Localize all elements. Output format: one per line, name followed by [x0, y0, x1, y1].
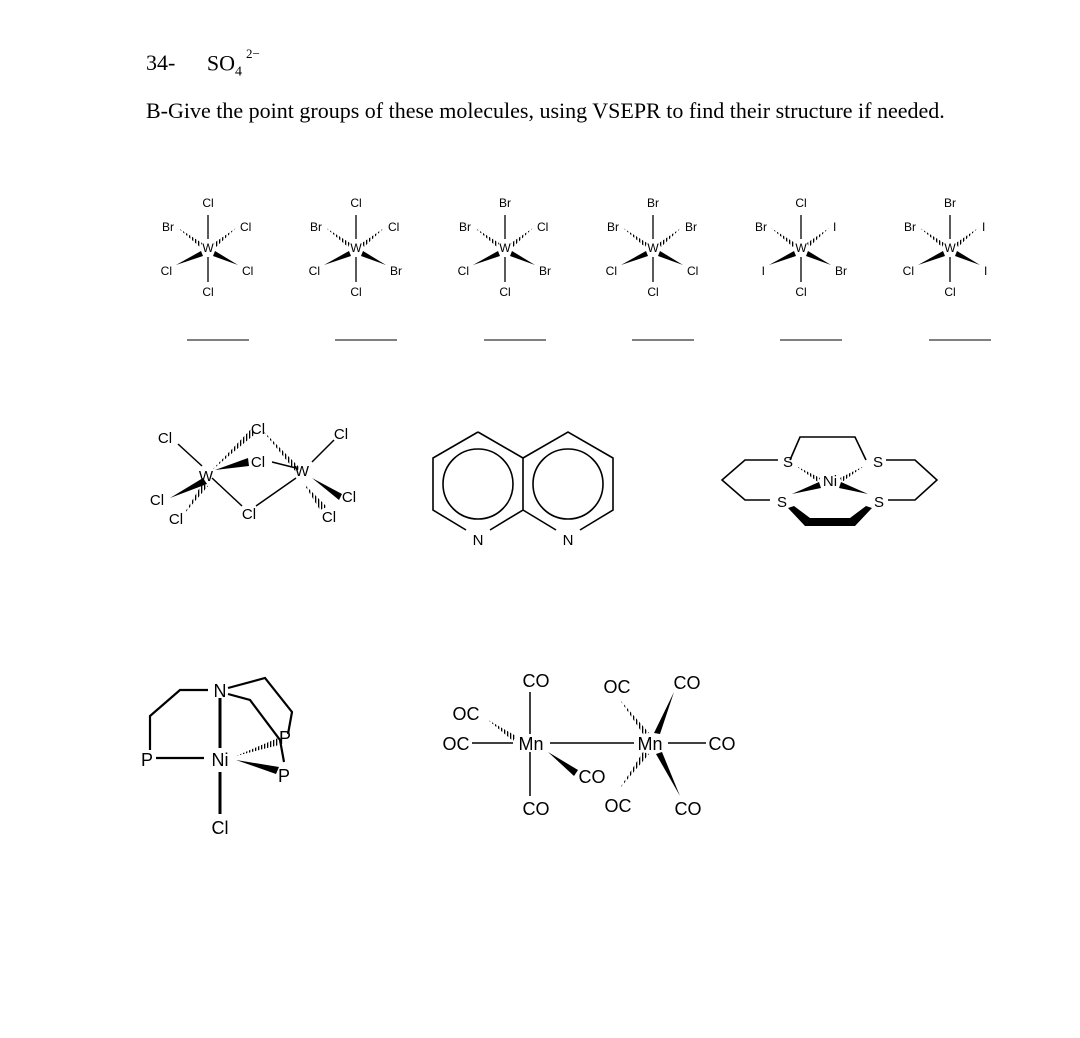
wedge-bond: [656, 752, 680, 796]
hash-bond: [620, 752, 649, 788]
co-top-right: CO: [673, 673, 701, 693]
octahedral-structure: [458, 196, 551, 340]
hash-bond: [362, 228, 384, 247]
wedge-bond: [769, 251, 796, 265]
ligand-lower-left: Cl: [902, 264, 914, 278]
ligand-lower-right: Br: [835, 264, 847, 278]
top-bridge: [790, 437, 866, 460]
wedge-bond: [213, 251, 238, 265]
ligand-lower-right: I: [984, 264, 988, 278]
w-atom-right: W: [294, 463, 310, 480]
formula-charge: 2−: [245, 46, 260, 61]
right-ring: [523, 432, 613, 530]
ligand-lower-left: I: [761, 264, 765, 278]
left-aromatic-circle: [443, 449, 513, 519]
wedge-bond: [324, 251, 351, 265]
hash-bond: [511, 228, 533, 247]
ligand-top: Br: [944, 196, 956, 210]
octahedral-structure: [161, 196, 254, 340]
cl-left-upper: Cl: [157, 430, 173, 447]
hash-bond: [475, 228, 499, 247]
hash-bond: [771, 228, 795, 247]
hash-bond: [956, 228, 978, 247]
ligand-lower-left: Cl: [457, 264, 469, 278]
ni-atom: Ni: [822, 473, 838, 490]
oc-left: OC: [442, 734, 470, 754]
ligand-upper-right: I: [982, 220, 986, 234]
cl-left-lower: Cl: [149, 492, 165, 509]
co-bottom-right: CO: [674, 799, 702, 819]
arm-back: [228, 678, 292, 734]
wedge-bond: [473, 251, 500, 265]
octahedral-structure: [903, 196, 991, 340]
bridge-cl-top: Cl: [250, 421, 266, 438]
wedge-bond: [806, 251, 831, 265]
s-atom-ul: S: [782, 454, 794, 471]
hash-bond: [488, 720, 516, 741]
arm-front: [228, 694, 284, 762]
ligand-upper-left: Br: [607, 220, 619, 234]
hash-bond: [236, 738, 279, 756]
ligand-lower-right: Cl: [687, 264, 699, 278]
n-atom-right: N: [562, 532, 574, 549]
wedge-bond: [361, 251, 386, 265]
octahedral-row: [161, 196, 991, 340]
center-atom: W: [499, 241, 511, 255]
mn2co10-structure: [443, 671, 736, 819]
ligand-bottom: Cl: [647, 285, 659, 299]
wedge-bond: [176, 251, 203, 265]
cl-atom: Cl: [211, 818, 229, 838]
wedge-bond: [839, 482, 868, 494]
ligand-top: Br: [647, 196, 659, 210]
ligand-upper-right: Br: [685, 220, 697, 234]
ligand-upper-left: Br: [755, 220, 767, 234]
ligand-lower-right: Br: [390, 264, 402, 278]
wedge-bond: [918, 251, 945, 265]
cl-right-bottom: Cl: [321, 509, 337, 526]
right-aromatic-circle: [533, 449, 603, 519]
ligand-upper-left: Br: [310, 220, 322, 234]
ligand-upper-right: Cl: [240, 220, 252, 234]
ligand-lower-left: Cl: [160, 264, 172, 278]
terminal-bond: [312, 440, 334, 462]
nis4-structure: [722, 437, 937, 526]
ligand-upper-right: Cl: [537, 220, 549, 234]
terminal-hash-bond: [304, 484, 327, 510]
p-atom-back: P: [278, 728, 292, 748]
n-atom: N: [213, 681, 227, 701]
left-ring: [433, 432, 523, 530]
nicl-structure: [141, 678, 292, 838]
ligand-bottom: Cl: [499, 285, 511, 299]
ligand-upper-right: Cl: [388, 220, 400, 234]
w-atom-left: W: [198, 468, 214, 485]
oc-upper-left: OC: [452, 704, 480, 724]
formula-subscript: 4: [234, 64, 242, 80]
center-atom: W: [944, 241, 956, 255]
instruction-text: B-Give the point groups of these molecules, using VSEPR to find their structure if needed.: [146, 98, 945, 123]
wedge-bond: [955, 251, 980, 265]
bridge-bond: [256, 478, 296, 506]
hash-bond: [623, 228, 647, 247]
ligand-bottom: Cl: [795, 285, 807, 299]
octahedral-structure: [755, 196, 847, 340]
wedge-bond: [654, 692, 674, 734]
s-atom-ur: S: [872, 454, 884, 471]
p-atom-left: P: [140, 750, 154, 770]
formula-base: SO: [206, 50, 235, 76]
hash-bond: [840, 466, 864, 482]
center-atom: W: [795, 241, 807, 255]
right-bridge: [886, 460, 937, 500]
ligand-bottom: Cl: [350, 285, 362, 299]
p-atom-front: P: [277, 766, 291, 786]
bridge-wedge-bond: [215, 458, 249, 470]
naphthyridine-structure: [433, 432, 613, 530]
wedge-bond: [792, 482, 821, 494]
co-top-left: CO: [522, 671, 550, 691]
hash-bond: [620, 700, 649, 734]
wedge-bond: [548, 752, 578, 776]
bottom-bridge-bold: [788, 506, 872, 526]
ligand-upper-left: Br: [162, 220, 174, 234]
ligand-upper-left: Br: [904, 220, 916, 234]
hash-bond: [659, 228, 681, 247]
center-atom: W: [202, 241, 214, 255]
mn-atom-right: Mn: [637, 734, 663, 754]
ligand-upper-right: I: [833, 220, 837, 234]
ligand-bottom: Cl: [202, 285, 214, 299]
s-atom-ll: S: [776, 494, 788, 511]
co-front: CO: [578, 767, 606, 787]
co-right: CO: [708, 734, 736, 754]
bridge-cl-bottom: Cl: [241, 506, 257, 523]
wedge-bond: [621, 251, 648, 265]
hash-bond: [807, 228, 829, 247]
octahedral-structure: [309, 196, 402, 340]
ligand-top: Cl: [795, 196, 807, 210]
ligand-lower-right: Br: [539, 264, 551, 278]
left-bridge: [722, 460, 778, 500]
wedge-bond: [658, 251, 683, 265]
bridge-bond: [212, 478, 242, 506]
question-number: 34-: [146, 50, 176, 76]
ligand-upper-left: Br: [459, 220, 471, 234]
center-atom: W: [647, 241, 659, 255]
ligand-lower-left: Cl: [308, 264, 320, 278]
ni-atom: Ni: [211, 750, 229, 770]
n-atom-left: N: [472, 532, 484, 549]
cl-right-upper: Cl: [333, 426, 349, 443]
bridge-cl-middle: Cl: [250, 454, 266, 471]
ligand-top: Cl: [202, 196, 214, 210]
arm-left: [150, 690, 208, 750]
ligand-top: Cl: [350, 196, 362, 210]
cl-left-bottom: Cl: [168, 511, 184, 528]
hash-bond: [796, 466, 820, 482]
hash-bond: [920, 228, 944, 247]
hash-bond: [214, 228, 236, 247]
octahedral-structure: [606, 196, 699, 340]
terminal-bond: [178, 444, 202, 466]
mn-atom-left: Mn: [518, 734, 544, 754]
oc-upper-right: OC: [603, 677, 631, 697]
co-bottom-left: CO: [522, 799, 550, 819]
hash-bond: [178, 228, 202, 247]
oc-lower-right: OC: [604, 796, 632, 816]
ligand-lower-left: Cl: [605, 264, 617, 278]
wedge-bond: [510, 251, 535, 265]
wedge-bond: [236, 760, 279, 774]
s-atom-lr: S: [873, 494, 885, 511]
ligand-lower-right: Cl: [242, 264, 254, 278]
cl-right-lower: Cl: [341, 489, 357, 506]
ligand-top: Br: [499, 196, 511, 210]
ligand-bottom: Cl: [944, 285, 956, 299]
w2cl10-structure: [150, 421, 356, 528]
hash-bond: [326, 228, 350, 247]
center-atom: W: [350, 241, 362, 255]
